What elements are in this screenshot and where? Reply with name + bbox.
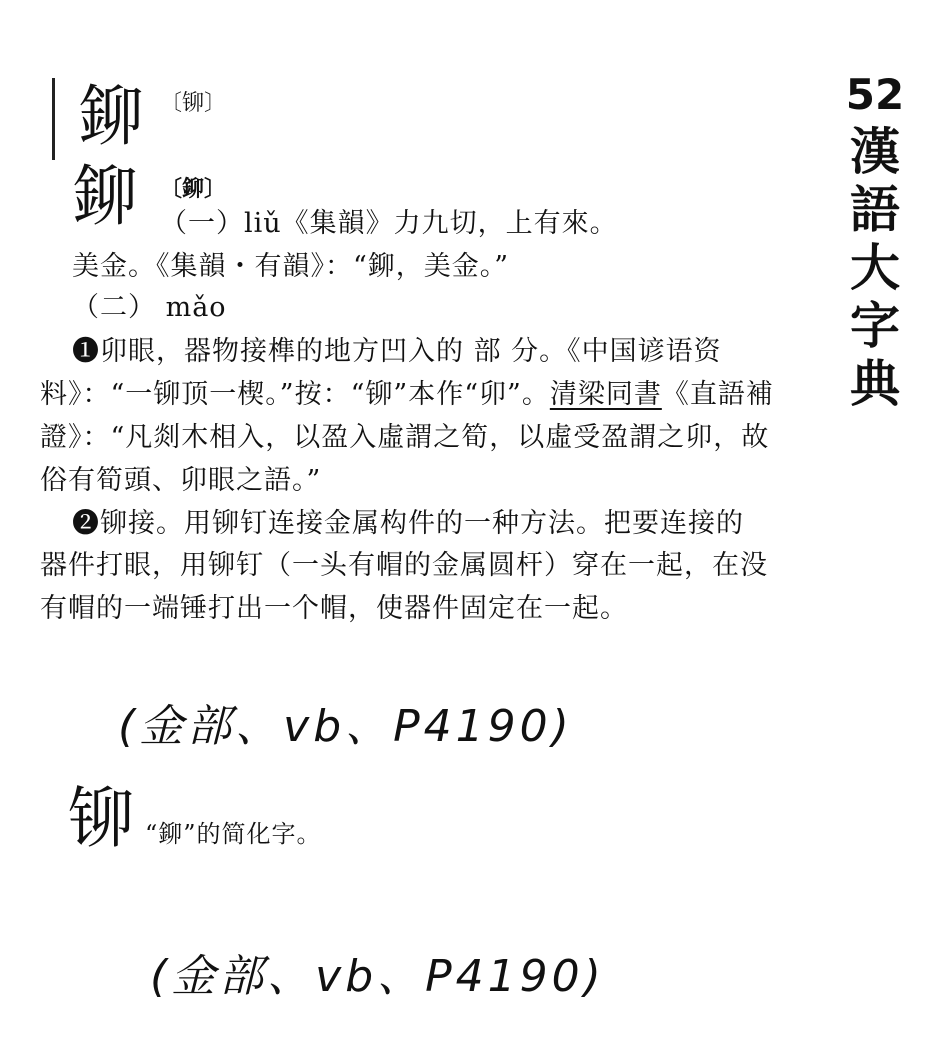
book-title-vertical — [840, 70, 910, 413]
entry2-headword: 鉚 — [72, 158, 138, 235]
def1-line4: 俗有筍頭、卯眼之語。” — [40, 465, 322, 496]
handwritten-note-1: (金部、vb、P4190) — [118, 701, 573, 752]
def1-line1-text: 卯眼，器物接榫的地方凹入的 部 分。《中国谚语资 — [100, 336, 722, 367]
def1-line1 — [72, 338, 722, 365]
entry3-text: “鉚”的简化字。 — [145, 820, 322, 848]
def2-line1-text: 铆接。用铆钉连接金属构件的一种方法。把要连接的 — [100, 508, 744, 539]
def2-number: ❷ — [72, 508, 100, 539]
sense1-line — [160, 210, 618, 237]
title-char: 大 — [850, 239, 900, 297]
sense1-text: liǔ《集韻》力九切，上有來。 — [244, 208, 618, 239]
entry1-trad: 〔铆〕 — [160, 91, 227, 116]
def2-line3: 有帽的一端锤打出一个帽，使器件固定在一起。 — [40, 593, 628, 624]
sense1-prefix: （一） — [160, 208, 244, 239]
margin-bar — [52, 78, 55, 160]
def1-line3: 證》：“凡剡木相入，以盈入虛謂之筍，以虛受盈謂之卯，故 — [40, 422, 770, 453]
handwritten-note-2: (金部、vb、P4190) — [150, 951, 605, 1002]
sense2-line — [72, 294, 227, 321]
page-number: 52 — [845, 70, 905, 119]
sense2-prefix: （二） — [72, 292, 156, 323]
def1-line2-a: 料》：“一铆顶一楔。”按：“铆”本作“卯”。 — [40, 379, 550, 410]
sense1-line2: 美金。《集韻・有韻》：“鉚，美金。” — [72, 251, 510, 282]
title-char: 語 — [850, 181, 900, 239]
entry2-trad: 〔鉚〕 — [160, 176, 227, 202]
def1-author-underlined: 清梁同書 — [549, 379, 662, 410]
def2-line1 — [72, 510, 744, 537]
entry1-headword: 鉚 — [78, 78, 144, 155]
def1-number: ❶ — [72, 336, 100, 367]
def1-line2 — [40, 381, 774, 408]
def2-line2: 器件打眼，用铆钉（一头有帽的金属圆杆）穿在一起，在没 — [40, 550, 768, 581]
title-char: 漢 — [850, 123, 900, 181]
def1-line2-b: 《直語補 — [661, 379, 774, 410]
entry3-headword: 铆 — [68, 780, 134, 857]
title-char: 字 — [850, 297, 900, 355]
sense2-pinyin: mǎo — [165, 292, 227, 323]
title-char: 典 — [850, 355, 900, 413]
